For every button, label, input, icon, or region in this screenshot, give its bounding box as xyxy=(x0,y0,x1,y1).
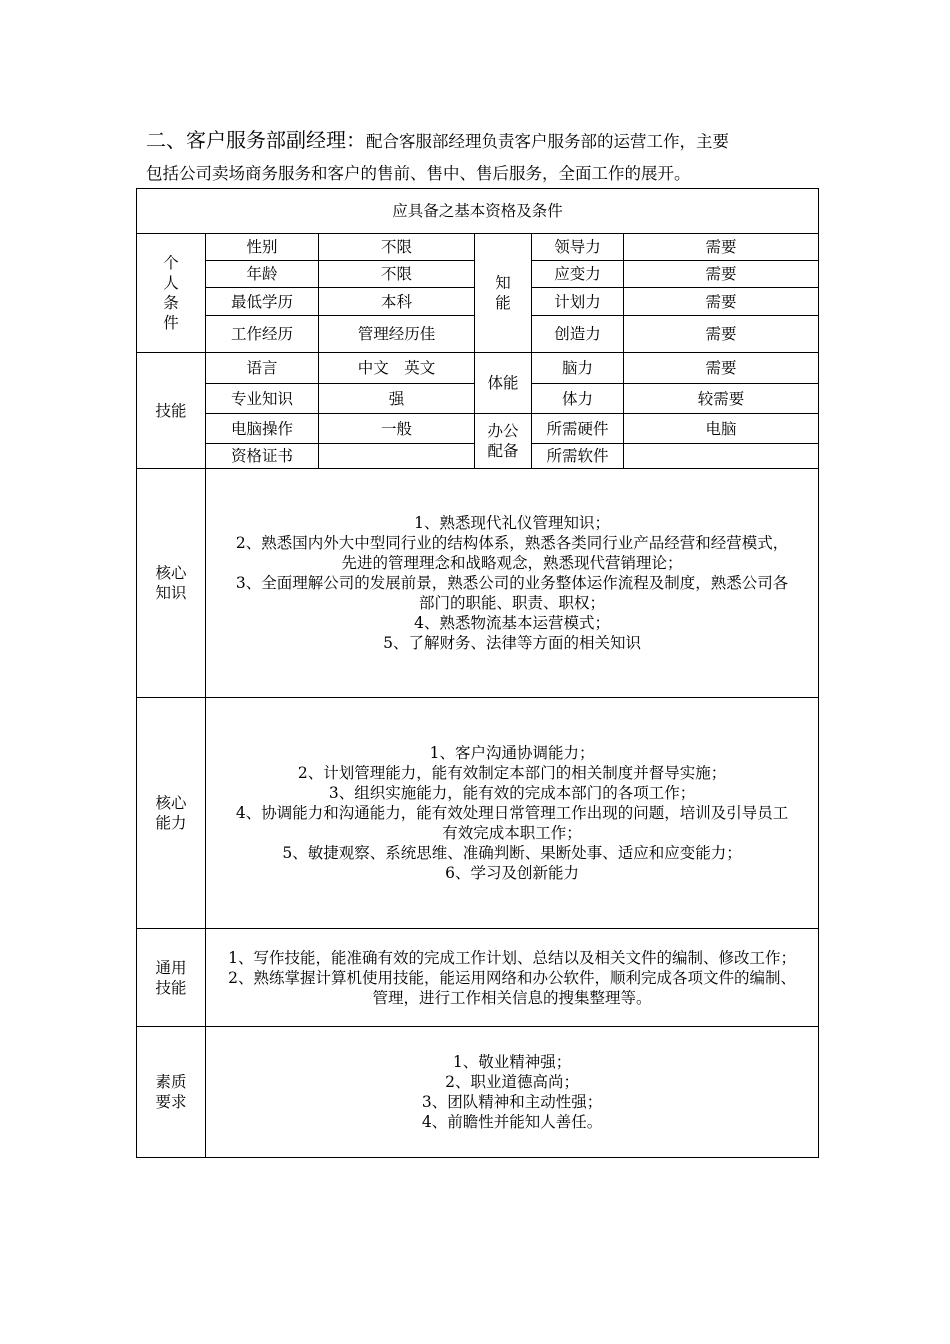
intellect-label: 知 能 xyxy=(475,234,532,353)
field-value: 不限 xyxy=(319,234,475,261)
field-label: 所需软件 xyxy=(532,444,624,469)
intro-text: 配合客服部经理负责客户服务部的运营工作，主要 xyxy=(366,132,729,151)
field-value xyxy=(624,444,819,469)
list-item: 6、学习及创新能力 xyxy=(445,864,579,882)
general-skills-label: 通用 技能 xyxy=(137,929,206,1027)
field-label: 脑力 xyxy=(532,353,624,384)
list-item: 2、职业道德高尚； xyxy=(445,1073,579,1091)
list-item: 4、熟悉物流基本运营模式； xyxy=(414,614,610,632)
physical-label: 体能 xyxy=(475,353,532,414)
field-value: 强 xyxy=(319,384,475,414)
field-value: 不限 xyxy=(319,261,475,288)
field-label: 专业知识 xyxy=(206,384,319,414)
field-value xyxy=(319,444,475,469)
core-ability-label: 核心 能力 xyxy=(137,698,206,929)
intro-line-2: 包括公司卖场商务服务和客户的售前、售中、售后服务，全面工作的展开。 xyxy=(146,164,691,183)
field-value: 本科 xyxy=(319,288,475,316)
field-value: 需要 xyxy=(624,288,819,316)
field-value: 电脑 xyxy=(624,414,819,444)
general-skills-list xyxy=(206,929,819,1027)
quality-requirements-label: 素质 要求 xyxy=(137,1027,206,1158)
field-label: 最低学历 xyxy=(206,288,319,316)
core-ability-list xyxy=(206,698,819,929)
field-value: 较需要 xyxy=(624,384,819,414)
field-label: 电脑操作 xyxy=(206,414,319,444)
list-item: 3、组织实施能力，能有效的完成本部门的各项工作； xyxy=(328,784,696,802)
list-item: 4、协调能力和沟通能力，能有效处理日常管理工作出现的问题，培训及引导员工 xyxy=(235,804,789,822)
list-item: 有效完成本职工作； xyxy=(442,824,582,842)
quality-requirements-list xyxy=(206,1027,819,1158)
office-equipment-label: 办公 配备 xyxy=(475,414,532,469)
field-value: 需要 xyxy=(624,316,819,353)
field-label: 计划力 xyxy=(532,288,624,316)
list-item: 2、熟练掌握计算机使用技能，能运用网络和办公软件，顺利完成各项文件的编制、 xyxy=(228,968,796,987)
field-label: 年龄 xyxy=(206,261,319,288)
list-item: 管理，进行工作相关信息的搜集整理等。 xyxy=(372,988,652,1007)
table-title: 应具备之基本资格及条件 xyxy=(137,189,819,234)
field-label: 体力 xyxy=(532,384,624,414)
list-item: 1、熟悉现代礼仪管理知识； xyxy=(414,514,610,532)
field-label: 性别 xyxy=(206,234,319,261)
field-value: 需要 xyxy=(624,234,819,261)
list-item: 先进的管理理念和战略观念，熟悉现代营销理论； xyxy=(341,554,683,572)
section-heading: 二、客户服务部副经理： xyxy=(146,128,366,152)
skills-label: 技能 xyxy=(137,353,206,469)
core-knowledge-label: 核心 知识 xyxy=(137,469,206,698)
field-label: 语言 xyxy=(206,353,319,384)
list-item: 1、写作技能，能准确有效的完成工作计划、总结以及相关文件的编制、修改工作； xyxy=(228,948,796,967)
field-label: 所需硬件 xyxy=(532,414,624,444)
field-value: 中文 英文 xyxy=(319,353,475,384)
core-knowledge-list xyxy=(206,469,819,698)
list-item: 2、计划管理能力，能有效制定本部门的相关制度并督导实施； xyxy=(297,764,727,782)
personal-conditions-label: 个 人 条 件 xyxy=(137,234,206,353)
intro-line-1 xyxy=(146,124,816,158)
intro-paragraph xyxy=(146,124,816,190)
qualification-table xyxy=(136,188,819,1158)
field-value: 需要 xyxy=(624,261,819,288)
list-item: 部门的职能、职责、职权； xyxy=(419,594,606,612)
list-item: 1、客户沟通协调能力； xyxy=(429,744,595,762)
field-label: 创造力 xyxy=(532,316,624,353)
list-item: 4、前瞻性并能知人善任。 xyxy=(421,1113,603,1131)
field-label: 领导力 xyxy=(532,234,624,261)
list-item: 1、敬业精神强； xyxy=(452,1053,572,1071)
list-item: 3、团队精神和主动性强； xyxy=(421,1093,603,1111)
field-value: 管理经历佳 xyxy=(319,316,475,353)
list-item: 5、敏捷观察、系统思维、准确判断、果断处事、适应和应变能力； xyxy=(282,844,742,862)
field-value: 需要 xyxy=(624,353,819,384)
field-label: 资格证书 xyxy=(206,444,319,469)
list-item: 5、了解财务、法律等方面的相关知识 xyxy=(383,634,641,652)
field-value: 一般 xyxy=(319,414,475,444)
list-item: 2、熟悉国内外大中型同行业的结构体系，熟悉各类同行业产品经营和经营模式， xyxy=(235,534,789,552)
field-label: 应变力 xyxy=(532,261,624,288)
field-label: 工作经历 xyxy=(206,316,319,353)
list-item: 3、全面理解公司的发展前景，熟悉公司的业务整体运作流程及制度，熟悉公司各 xyxy=(235,574,789,592)
